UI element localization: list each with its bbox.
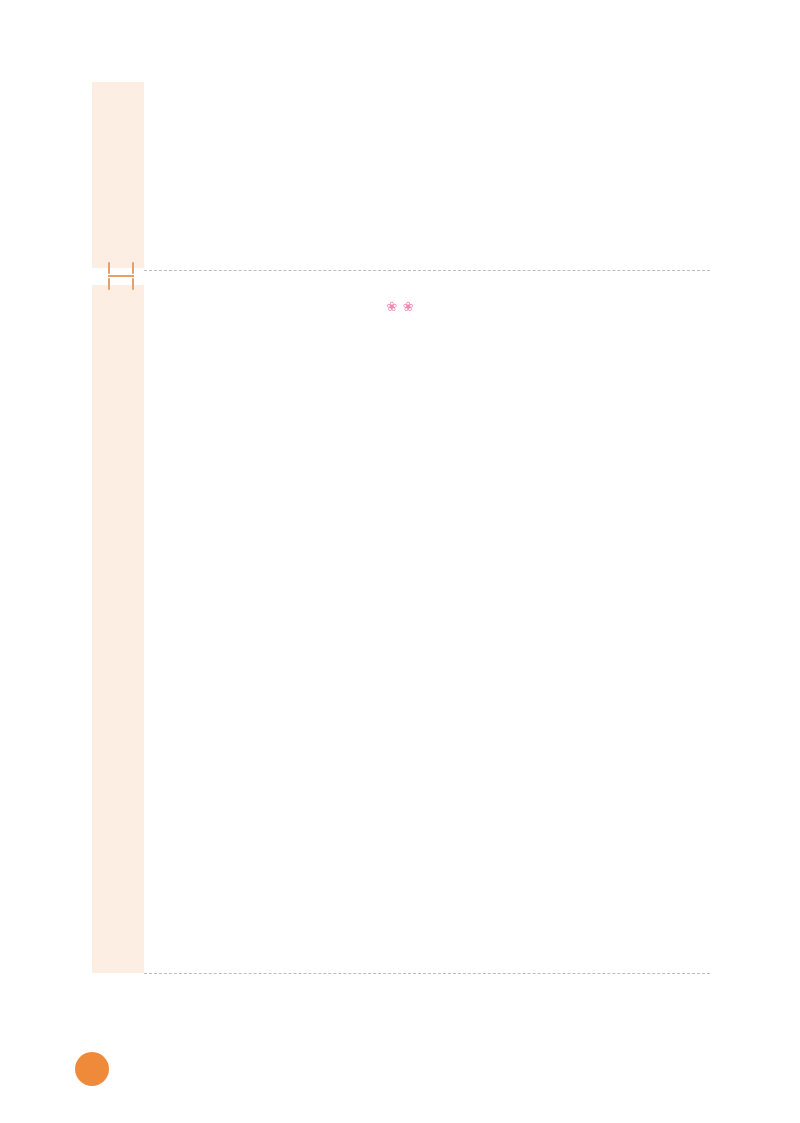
section-divider [144, 270, 710, 271]
binder-ring-left-lower [108, 278, 110, 290]
page-number [75, 1052, 109, 1086]
section-divider-bottom [144, 973, 710, 974]
binder-ring [108, 275, 134, 277]
flower-icon: ❀ [402, 300, 414, 315]
side-panel-bottom [92, 285, 144, 973]
flower-icon: ❀ [386, 300, 398, 315]
binder-ring-right [132, 262, 134, 274]
binder-ring-left [108, 262, 110, 274]
binder-ring-right-lower [132, 278, 134, 290]
section-title [0, 296, 800, 316]
side-panel-top [92, 82, 144, 268]
